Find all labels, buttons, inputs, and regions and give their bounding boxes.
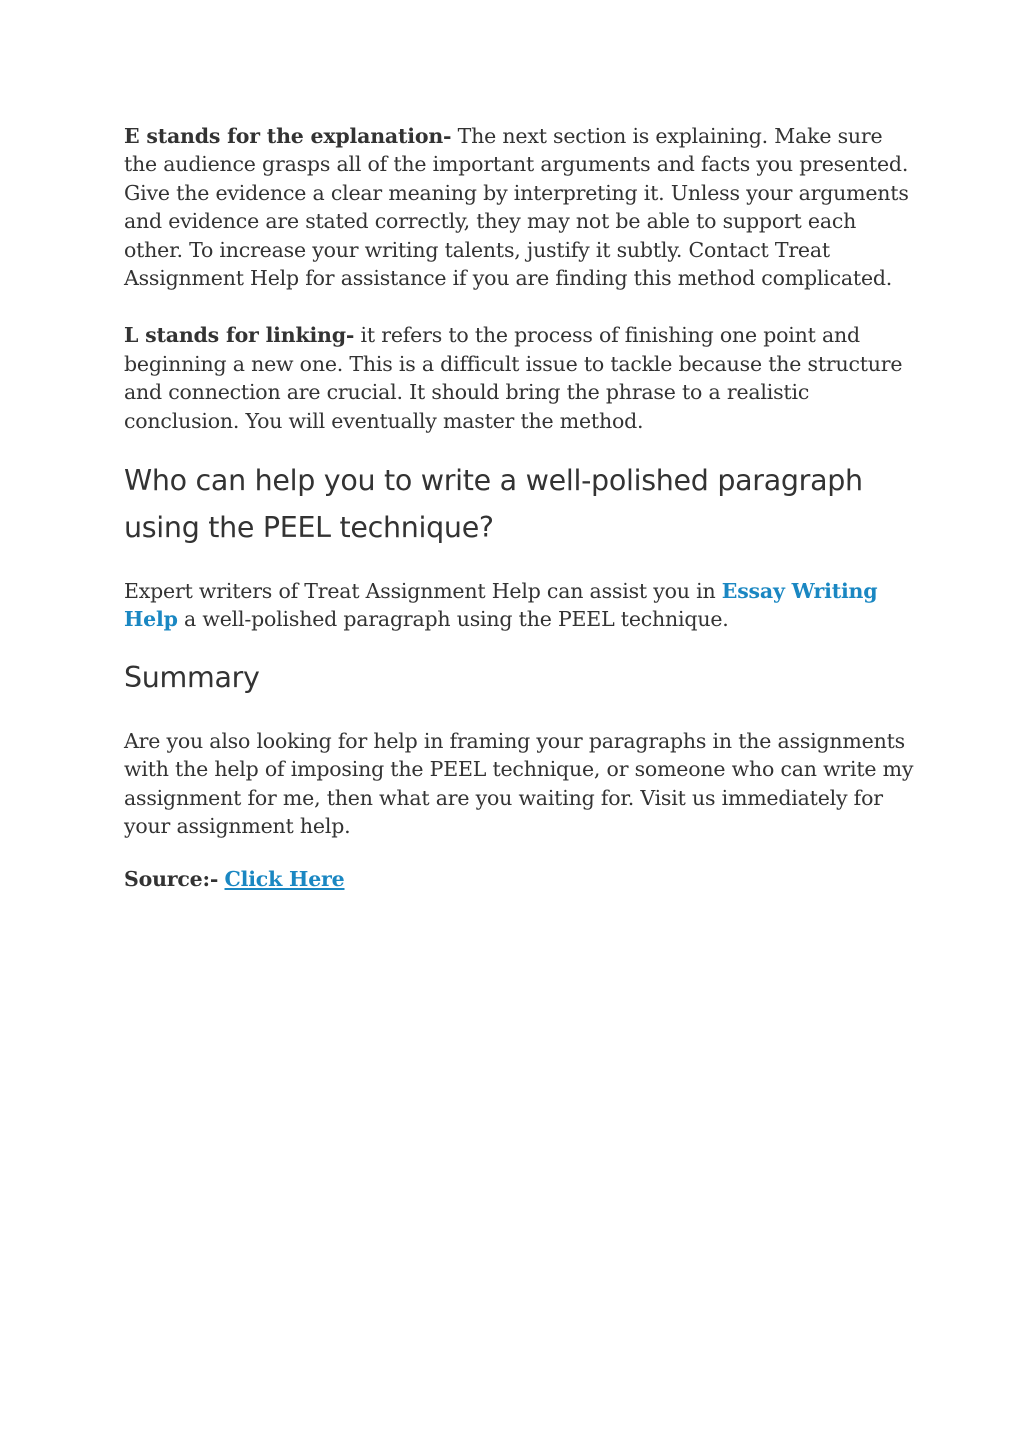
expert-paragraph: [124, 577, 914, 634]
click-here-link[interactable]: Click Here: [224, 866, 345, 891]
explanation-paragraph: [124, 122, 914, 292]
who-can-help-heading: Who can help you to write a well-polished paragraph using the PEEL technique?: [124, 464, 863, 545]
linking-text: it refers to the process of finishing one point and beginning a new one. This is a difficult issue to tackle because the structure and connection are crucial. It should bring the phrase to a realistic conclusion. You will eventually master the method.: [124, 323, 903, 433]
expert-text-before: Expert writers of Treat Assignment Help can assist you in: [124, 579, 722, 604]
essay-writing-help-link[interactable]: Essay Writing Help: [124, 579, 878, 632]
linking-label: L stands for linking-: [124, 323, 355, 348]
source-label: Source:-: [124, 866, 219, 891]
expert-text-after: a well-polished paragraph using the PEEL technique.: [177, 607, 729, 632]
source-line: [124, 865, 914, 893]
summary-paragraph: Are you also looking for help in framing your paragraphs in the assignments with the help of imposing the PEEL technique, or someone who can write my assignment for me, then what are you waiting for. Visit us immediately for your assignment help.: [124, 728, 914, 839]
document-page: [124, 122, 914, 893]
linking-paragraph: [124, 321, 914, 435]
explanation-text: The next section is explaining. Make sure the audience grasps all of the important arguments and facts you presented. Give the evidence a clear meaning by interpreting it. Unless your arguments and evidence are stated correctly, they may not be able to support each other. To increase your writing talents, justify it subtly. Contact Treat Assignment Help for assistance if you are finding this method complicated.: [124, 124, 909, 291]
explanation-label: E stands for the explanation-: [124, 124, 452, 148]
summary-heading: Summary: [124, 660, 260, 694]
